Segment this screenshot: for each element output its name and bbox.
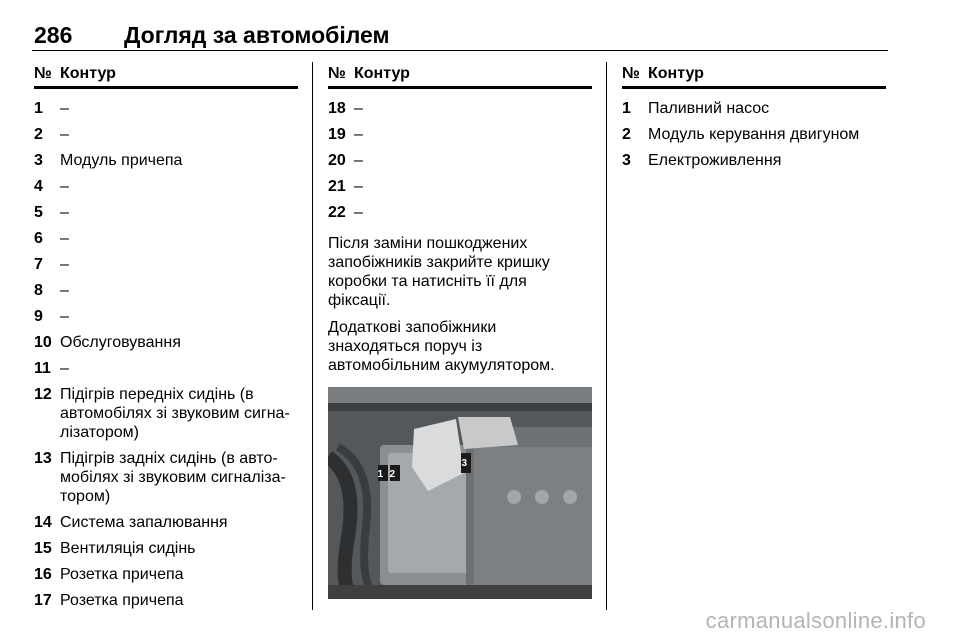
page-title: Догляд за автомобілем: [124, 22, 390, 48]
row-text: Модуль причепа: [60, 152, 183, 169]
row-number: 21: [328, 178, 346, 195]
table-row: [622, 125, 886, 144]
header-rule: [32, 50, 888, 51]
row-text: –: [60, 204, 69, 221]
table-header: [622, 62, 886, 89]
row-text: –: [60, 256, 69, 273]
row-text: –: [60, 282, 69, 299]
row-number: 14: [34, 514, 52, 531]
row-number: 5: [34, 204, 43, 221]
table-row: [34, 281, 298, 300]
column-divider: [312, 62, 313, 610]
row-number: 19: [328, 126, 346, 143]
row-text: Паливний насос: [648, 100, 770, 117]
page-number: 286: [34, 22, 73, 48]
row-text: –: [354, 152, 363, 169]
row-number: 2: [34, 126, 43, 143]
row-number: 18: [328, 100, 346, 117]
table-row: [34, 229, 298, 248]
page-header: [32, 14, 888, 50]
row-text: Електроживлення: [648, 152, 782, 169]
row-number: 3: [34, 152, 43, 169]
column-header-contour: Контур: [354, 65, 410, 82]
note-paragraph: Додаткові запобіжники знаходяться поруч із автомобільним акумулятором.: [328, 319, 555, 374]
table-row: [34, 359, 298, 378]
column-divider: [606, 62, 607, 610]
column-header-number: №: [328, 65, 346, 82]
row-number: 1: [622, 100, 631, 117]
row-number: 10: [34, 334, 52, 351]
table-row: [34, 565, 298, 584]
row-number: 2: [622, 126, 631, 143]
photo-legend-table: [622, 62, 886, 170]
row-text: Система запалювання: [60, 514, 228, 531]
table-row: [34, 513, 298, 532]
row-number: 4: [34, 178, 43, 195]
instruction-paragraph: Після заміни пошкоджених запобіжників закрийте кришку коробки та натисніть її для фіксації.: [328, 235, 550, 309]
photo-label-1: 1: [377, 469, 384, 480]
row-number: 15: [34, 540, 52, 557]
table-header: [328, 62, 592, 89]
row-text: Підігрів задніх сидінь (в авто-мобілях зі звуковим сигналіза-тором): [60, 450, 286, 505]
row-text: –: [60, 360, 69, 377]
row-text: Розетка причепа: [60, 592, 184, 609]
row-number: 7: [34, 256, 43, 273]
table-row: [34, 151, 298, 170]
row-number: 9: [34, 308, 43, 325]
row-text: Розетка причепа: [60, 566, 184, 583]
row-text: –: [60, 308, 69, 325]
row-number: 3: [622, 152, 631, 169]
table-row: [34, 177, 298, 196]
fuse-table-middle: [328, 62, 592, 599]
table-row: [622, 151, 886, 170]
row-number: 6: [34, 230, 43, 247]
row-number: 16: [34, 566, 52, 583]
row-text: Обслуговування: [60, 334, 181, 351]
row-number: 13: [34, 450, 52, 467]
row-text: Модуль керування двигуном: [648, 126, 860, 143]
table-row: [622, 99, 886, 118]
column-header-number: №: [622, 65, 640, 82]
photo-label-3: 3: [461, 458, 468, 469]
column-header-contour: Контур: [60, 65, 116, 82]
table-header: [34, 62, 298, 89]
row-number: 8: [34, 282, 43, 299]
row-text: –: [60, 100, 69, 117]
row-text: Підігрів передніх сидінь (в автомобілях зі звуковим сигна-лізатором): [60, 386, 290, 441]
table-row: [328, 125, 592, 144]
row-text: Вентиляція сидінь: [60, 540, 196, 557]
row-text: –: [354, 100, 363, 117]
row-number: 20: [328, 152, 346, 169]
table-row: [328, 99, 592, 118]
row-text: –: [60, 126, 69, 143]
row-text: –: [354, 126, 363, 143]
row-number: 12: [34, 386, 52, 403]
row-text: –: [60, 178, 69, 195]
table-row: [328, 203, 592, 222]
table-row: [34, 539, 298, 558]
row-number: 1: [34, 100, 43, 117]
table-row: [34, 333, 298, 352]
table-row: [34, 125, 298, 144]
table-row: [34, 591, 298, 610]
table-row: [328, 177, 592, 196]
table-row: [34, 307, 298, 326]
column-header-number: №: [34, 65, 52, 82]
fuse-box-photo: [328, 387, 592, 599]
row-text: –: [354, 204, 363, 221]
table-row: [34, 99, 298, 118]
row-number: 11: [34, 360, 51, 377]
footer-watermark: carmanualsonline.info: [705, 608, 926, 633]
table-row: [34, 449, 298, 506]
photo-label-2: 2: [389, 469, 396, 480]
table-row: [34, 203, 298, 222]
row-number: 17: [34, 592, 52, 609]
table-row: [34, 255, 298, 274]
row-text: –: [60, 230, 69, 247]
table-row: [34, 385, 298, 442]
fuse-table-left: [34, 62, 298, 610]
column-header-contour: Контур: [648, 65, 704, 82]
fuse-box-illustration: [328, 387, 592, 599]
row-text: –: [354, 178, 363, 195]
table-row: [328, 151, 592, 170]
row-number: 22: [328, 204, 346, 221]
